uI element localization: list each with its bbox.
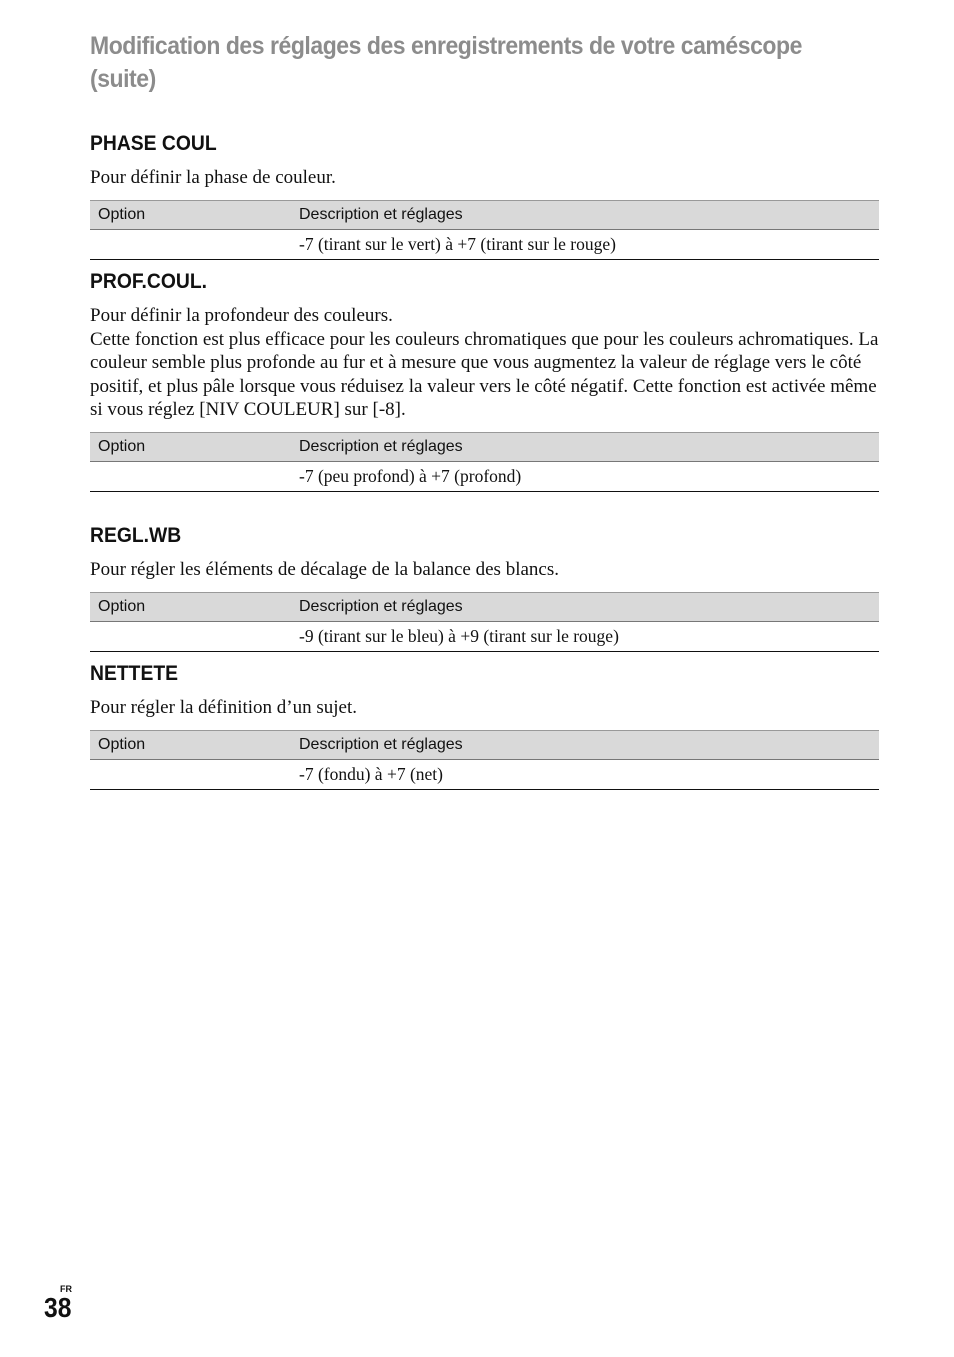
- table-cell-description: -7 (tirant sur le vert) à +7 (tirant sur le rouge): [291, 229, 879, 259]
- option-table: [90, 200, 879, 260]
- column-header-option: Option: [90, 432, 291, 461]
- column-header-option: Option: [90, 200, 291, 229]
- option-table: [90, 432, 879, 492]
- column-header-description: Description et réglages: [291, 730, 879, 759]
- section-regl-wb: [90, 522, 879, 652]
- table-cell-option: [90, 461, 291, 491]
- section-paragraph: Pour définir la profondeur des couleurs. Cette fonction est plus efficace pour les couleurs chromatiques que pour les couleurs achromatiques. La couleur semble plus profonde au fur et à mesure que vous augmentez la valeur de réglage vers le côté positif, et plus pâle lorsque vous réduisez la valeur vers le côté négatif. Cette fonction est activée même si vous réglez [NIV COULEUR] sur [-8].: [90, 305, 879, 420]
- column-header-description: Description et réglages: [291, 592, 879, 621]
- section-nettete: [90, 660, 879, 790]
- column-header-description: Description et réglages: [291, 200, 879, 229]
- section-paragraph: Pour définir la phase de couleur.: [90, 167, 336, 188]
- table-cell-option: [90, 621, 291, 651]
- table-header-row: [90, 592, 879, 621]
- section-paragraph: Pour régler les éléments de décalage de la balance des blancs.: [90, 559, 559, 580]
- page-title: Modification des réglages des enregistrements de votre caméscope (suite): [90, 32, 802, 93]
- section-heading: NETTETE: [90, 662, 179, 685]
- table-row: [90, 759, 879, 789]
- column-header-description: Description et réglages: [291, 432, 879, 461]
- table-row: [90, 229, 879, 259]
- table-header-row: [90, 730, 879, 759]
- table-header-row: [90, 432, 879, 461]
- option-table: [90, 592, 879, 652]
- column-header-option: Option: [90, 730, 291, 759]
- table-cell-description: -7 (peu profond) à +7 (profond): [291, 461, 879, 491]
- table-cell-description: -9 (tirant sur le bleu) à +9 (tirant sur le rouge): [291, 621, 879, 651]
- table-cell-option: [90, 759, 291, 789]
- page-language-label: FR: [60, 1284, 72, 1294]
- option-table: [90, 730, 879, 790]
- section-heading: REGL.WB: [90, 524, 182, 547]
- section-prof-coul: [90, 268, 879, 492]
- table-row: [90, 461, 879, 491]
- table-header-row: [90, 200, 879, 229]
- page-number: 38: [44, 1292, 72, 1323]
- table-row: [90, 621, 879, 651]
- section-paragraph: Pour régler la définition d’un sujet.: [90, 697, 357, 718]
- table-cell-description: -7 (fondu) à +7 (net): [291, 759, 879, 789]
- section-phase-coul: [90, 130, 879, 260]
- section-heading: PROF.COUL.: [90, 270, 207, 293]
- table-cell-option: [90, 229, 291, 259]
- column-header-option: Option: [90, 592, 291, 621]
- section-heading: PHASE COUL: [90, 132, 217, 155]
